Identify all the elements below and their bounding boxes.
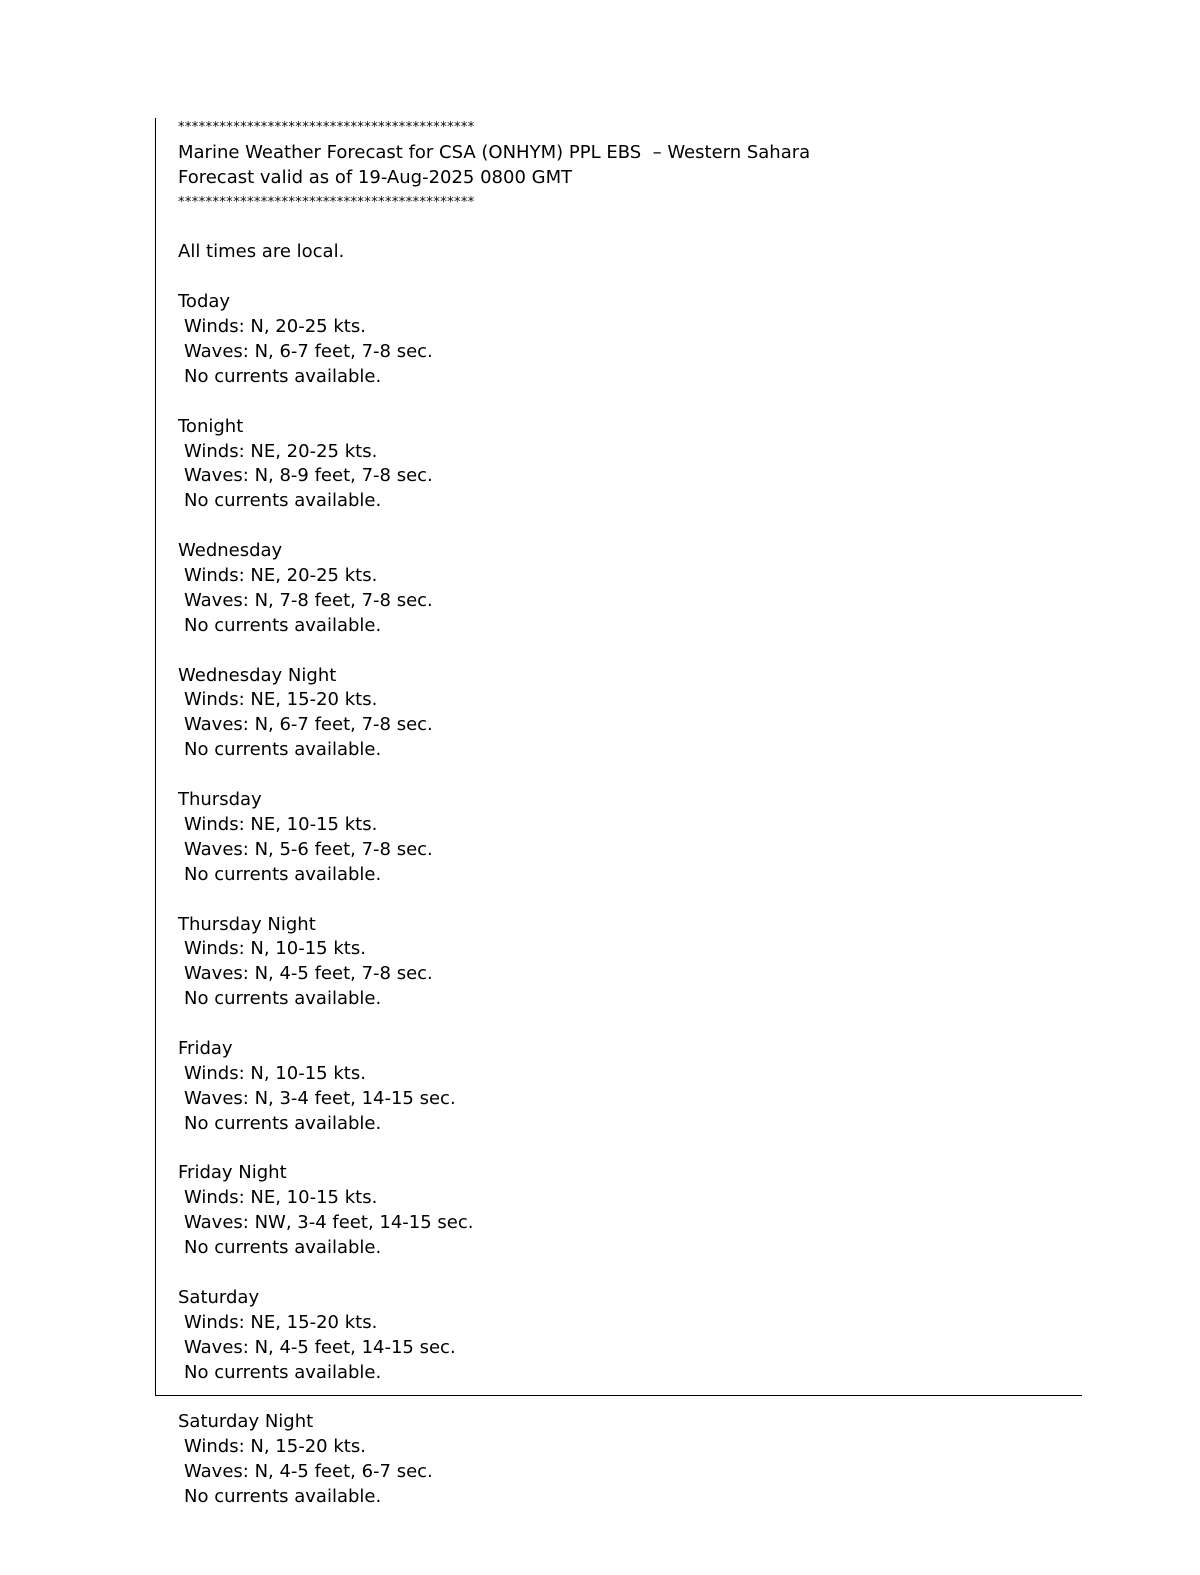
period-winds: Winds: N, 15-20 kts. xyxy=(184,1436,366,1458)
period-name: Tonight xyxy=(178,415,244,437)
period-currents: No currents available. xyxy=(184,863,382,885)
period-winds: Winds: NE, 20-25 kts. xyxy=(184,565,378,587)
period-waves: Waves: N, 6-7 feet, 7-8 sec. xyxy=(184,714,433,736)
forecast-period xyxy=(178,415,1078,515)
period-name: Wednesday Night xyxy=(178,664,337,686)
period-waves: Waves: N, 6-7 feet, 7-8 sec. xyxy=(184,341,433,363)
period-name: Wednesday xyxy=(178,540,283,562)
period-winds: Winds: NE, 15-20 kts. xyxy=(184,1311,378,1333)
period-winds: Winds: NE, 10-15 kts. xyxy=(184,1187,378,1209)
period-winds: Winds: N, 20-25 kts. xyxy=(184,316,366,338)
period-currents: No currents available. xyxy=(184,365,382,387)
forecast-text-block xyxy=(178,116,1078,1510)
header-stars-bottom: ******************************************* xyxy=(178,194,475,210)
period-name: Saturday xyxy=(178,1286,260,1308)
forecast-period xyxy=(178,1161,1078,1261)
spacer xyxy=(178,1261,1078,1286)
period-winds: Winds: N, 10-15 kts. xyxy=(184,1062,366,1084)
left-border-line xyxy=(155,118,156,1396)
forecast-valid-time: Forecast valid as of 19-Aug-2025 0800 GMT xyxy=(178,166,573,188)
period-waves: Waves: N, 4-5 feet, 7-8 sec. xyxy=(184,963,433,985)
period-currents: No currents available. xyxy=(184,739,382,761)
spacer xyxy=(178,514,1078,539)
forecast-period xyxy=(178,539,1078,639)
forecast-period xyxy=(178,1410,1078,1510)
time-note: All times are local. xyxy=(178,241,345,263)
period-winds: Winds: NE, 10-15 kts. xyxy=(184,813,378,835)
period-name: Friday Night xyxy=(178,1162,287,1184)
spacer xyxy=(178,390,1078,415)
period-currents: No currents available. xyxy=(184,988,382,1010)
period-currents: No currents available. xyxy=(184,1361,382,1383)
period-currents: No currents available. xyxy=(184,1112,382,1134)
forecast-period xyxy=(178,664,1078,764)
forecast-title: Marine Weather Forecast for CSA (ONHYM) PPL EBS – Western Sahara xyxy=(178,141,811,163)
forecast-period xyxy=(178,788,1078,888)
period-waves: Waves: N, 5-6 feet, 7-8 sec. xyxy=(184,838,433,860)
period-name: Thursday Night xyxy=(178,913,316,935)
header-stars-top: ******************************************* xyxy=(178,120,475,135)
spacer xyxy=(178,1385,1078,1410)
spacer xyxy=(178,216,1078,241)
forecast-period xyxy=(178,913,1078,1013)
spacer xyxy=(178,763,1078,788)
spacer xyxy=(178,265,1078,290)
period-name: Thursday xyxy=(178,789,262,811)
period-currents: No currents available. xyxy=(184,490,382,512)
period-name: Saturday Night xyxy=(178,1411,314,1433)
period-waves: Waves: N, 4-5 feet, 6-7 sec. xyxy=(184,1461,433,1483)
period-currents: No currents available. xyxy=(184,1485,382,1507)
period-name: Today xyxy=(178,291,231,313)
period-winds: Winds: NE, 20-25 kts. xyxy=(184,440,378,462)
period-waves: Waves: NW, 3-4 feet, 14-15 sec. xyxy=(184,1212,474,1234)
period-winds: Winds: NE, 15-20 kts. xyxy=(184,689,378,711)
spacer xyxy=(178,1137,1078,1162)
forecast-period xyxy=(178,1037,1078,1137)
period-list xyxy=(178,265,1078,1510)
period-currents: No currents available. xyxy=(184,614,382,636)
forecast-period xyxy=(178,290,1078,390)
period-currents: No currents available. xyxy=(184,1237,382,1259)
period-name: Friday xyxy=(178,1037,233,1059)
spacer xyxy=(178,639,1078,664)
period-waves: Waves: N, 7-8 feet, 7-8 sec. xyxy=(184,589,433,611)
spacer xyxy=(178,888,1078,913)
period-waves: Waves: N, 3-4 feet, 14-15 sec. xyxy=(184,1087,456,1109)
period-waves: Waves: N, 4-5 feet, 14-15 sec. xyxy=(184,1336,456,1358)
spacer xyxy=(178,1012,1078,1037)
period-winds: Winds: N, 10-15 kts. xyxy=(184,938,366,960)
forecast-period xyxy=(178,1286,1078,1386)
period-waves: Waves: N, 8-9 feet, 7-8 sec. xyxy=(184,465,433,487)
